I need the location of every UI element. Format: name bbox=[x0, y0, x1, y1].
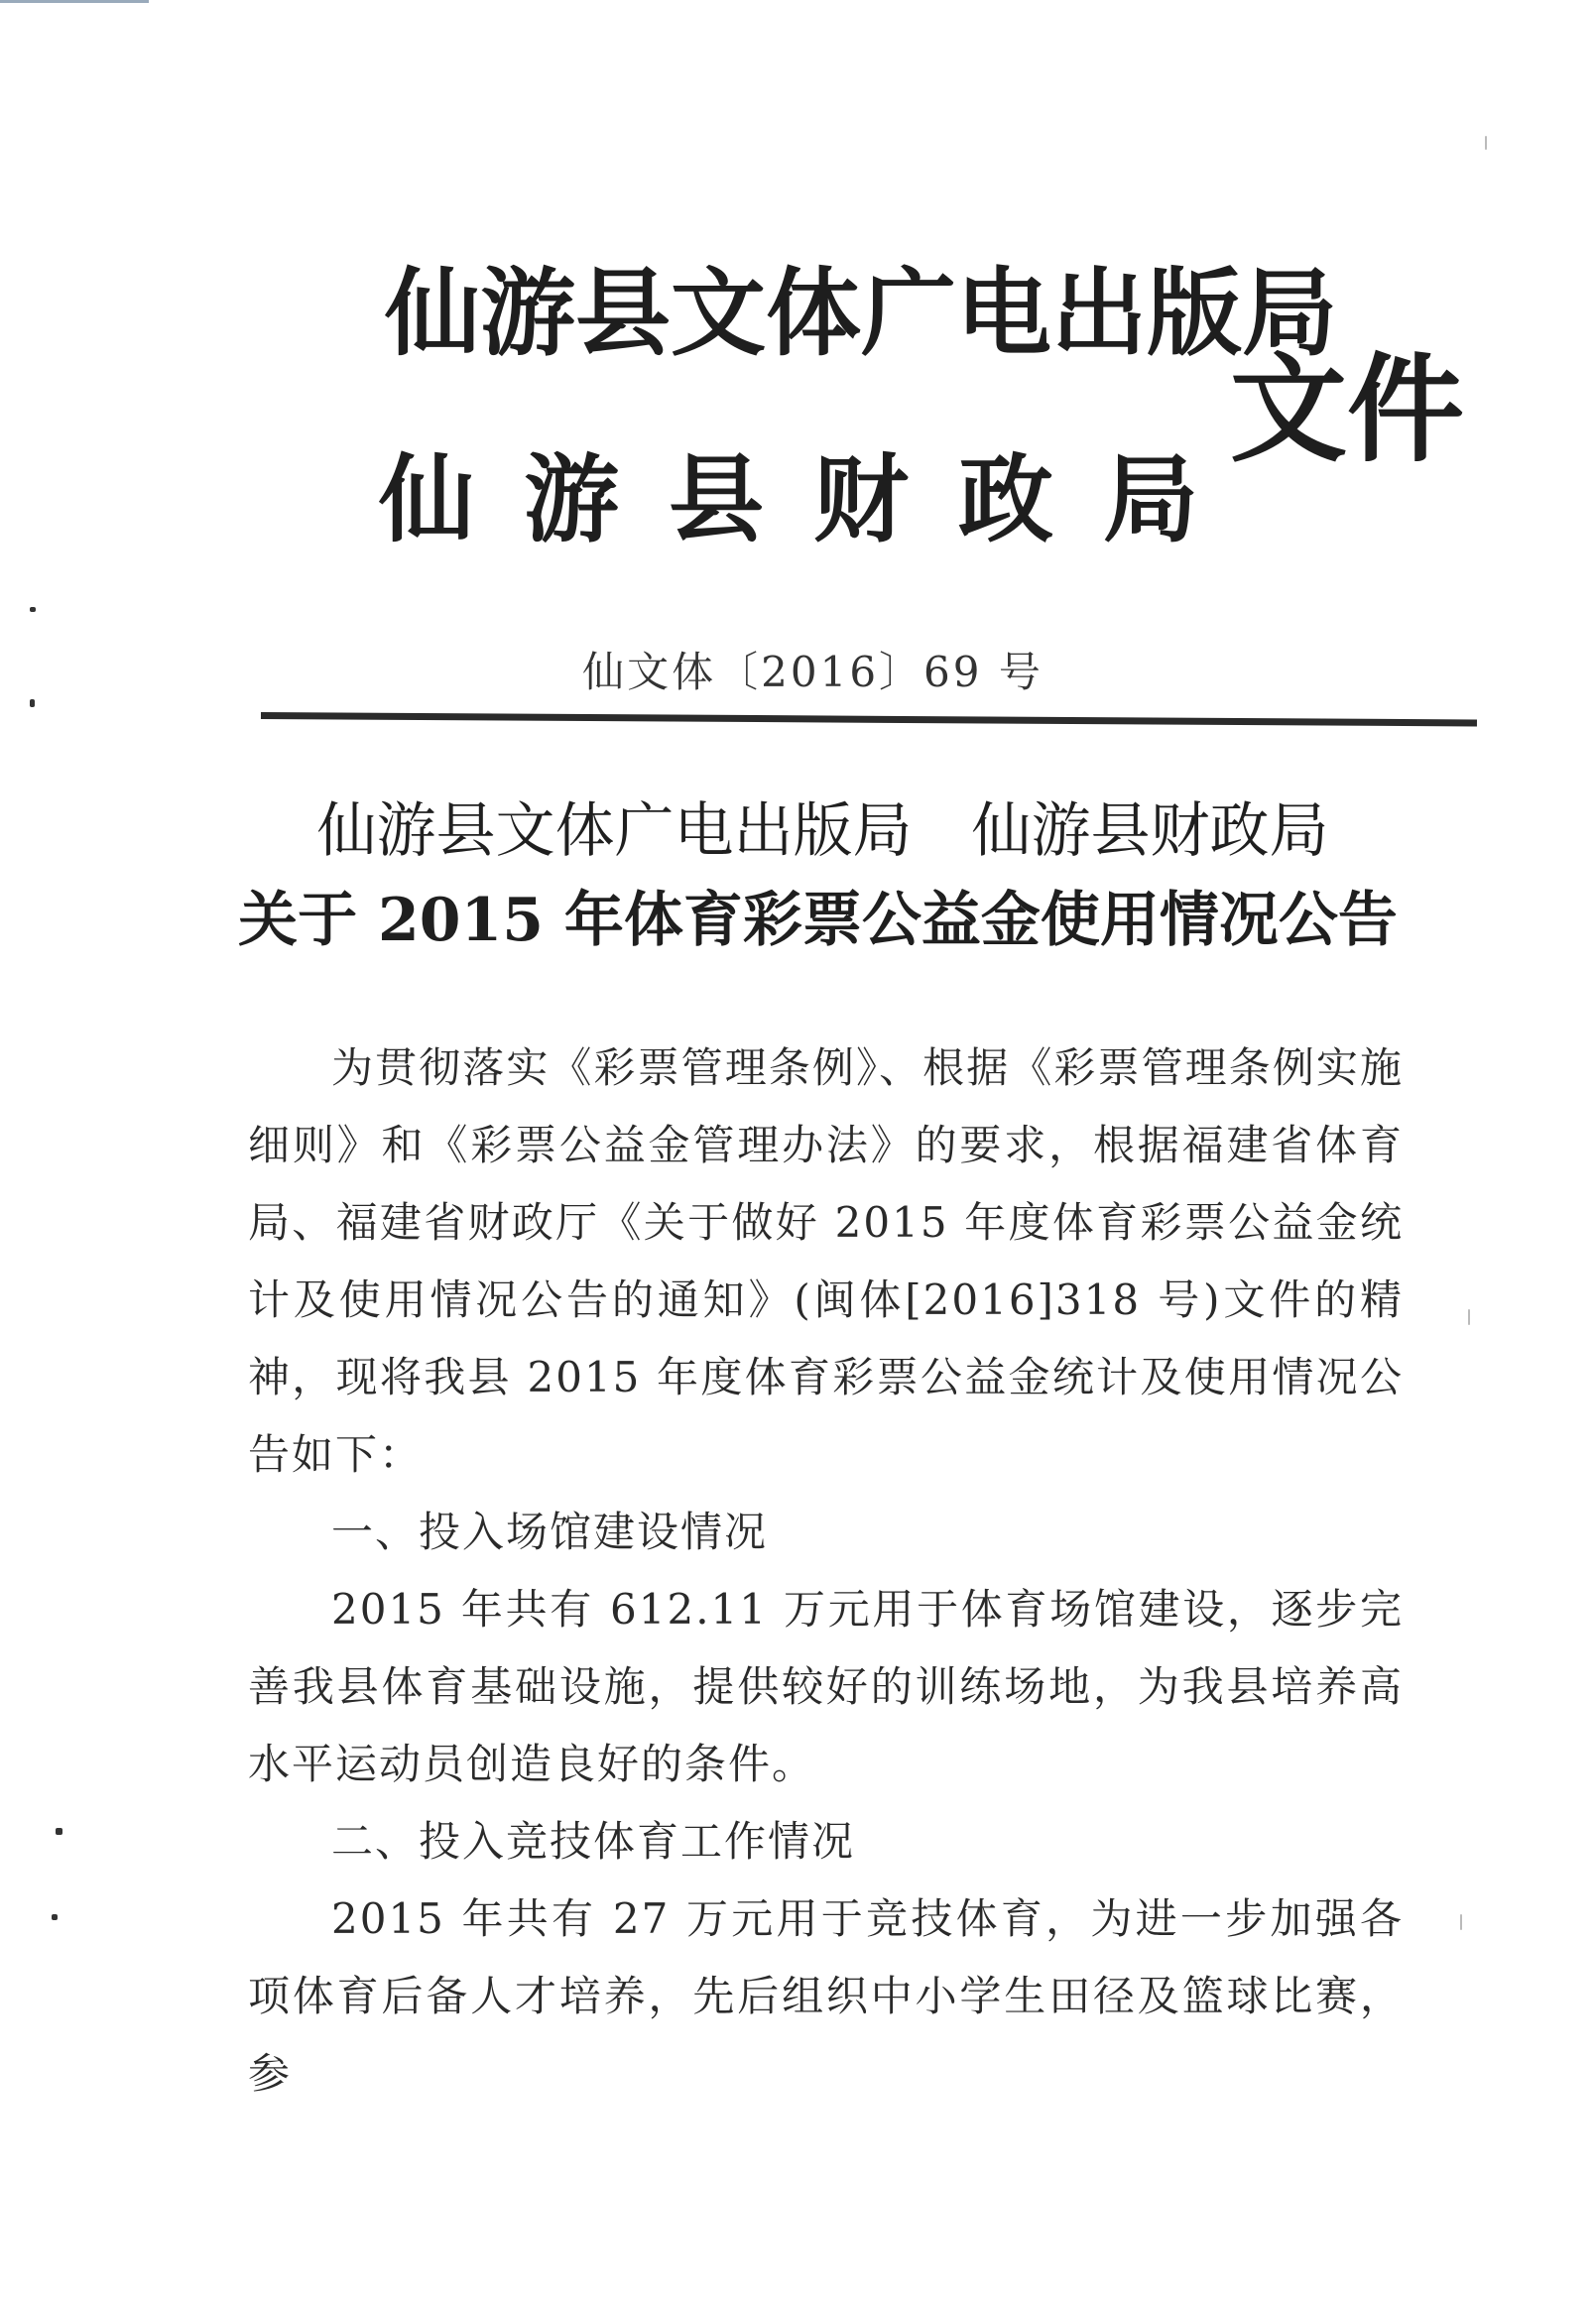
issuer-line-1: 仙游县文体广电出版局 bbox=[385, 257, 1337, 369]
document-body bbox=[248, 1030, 1404, 2113]
document-number: 仙文体〔2016〕69 号 bbox=[582, 648, 1044, 696]
title-line-1: 仙游县文体广电出版局 仙游县财政局 bbox=[316, 796, 1329, 866]
section-1-paragraph: 2015 年共有 612.11 万元用于体育场馆建设，逐步完善我县体育基础设施，提供较好的训练场地，为我县培养高水平运动员创造良好的条件。 bbox=[248, 1585, 1404, 1788]
scan-speck bbox=[1468, 1309, 1470, 1325]
scan-speck bbox=[56, 1828, 62, 1835]
intro-paragraph: 为贯彻落实《彩票管理条例》、根据《彩票管理条例实施细则》和《彩票公益金管理办法》的要求，根据福建省体育局、福建省财政厅《关于做好 2015 年度体育彩票公益金统计及使用情况公告的通知》(闽体[2016]318 号)文件的精神，现将我县 2015 年度体育彩票公益金统计及使用情况公告如下： bbox=[248, 1043, 1404, 1479]
issuer-line-2: 仙游县财政局 bbox=[379, 443, 1248, 555]
scan-speck bbox=[1485, 136, 1487, 150]
header-divider-rule bbox=[261, 712, 1477, 726]
section-2-heading: 二、投入竞技体育工作情况 bbox=[331, 1817, 856, 1866]
document-type-label: 文件 bbox=[1230, 340, 1465, 478]
title-line-2: 关于 2015 年体育彩票公益金使用情况公告 bbox=[238, 886, 1398, 955]
scan-edge-mark bbox=[0, 0, 149, 3]
section-2-paragraph: 2015 年共有 27 万元用于竞技体育，为进一步加强各项体育后备人才培养，先后组织中小学生田径及篮球比赛，参 bbox=[248, 1894, 1404, 2098]
section-1-heading: 一、投入场馆建设情况 bbox=[331, 1508, 769, 1556]
scan-speck bbox=[52, 1914, 58, 1920]
scan-speck bbox=[1460, 1914, 1462, 1930]
scan-speck bbox=[30, 699, 35, 707]
scan-speck bbox=[30, 607, 36, 612]
